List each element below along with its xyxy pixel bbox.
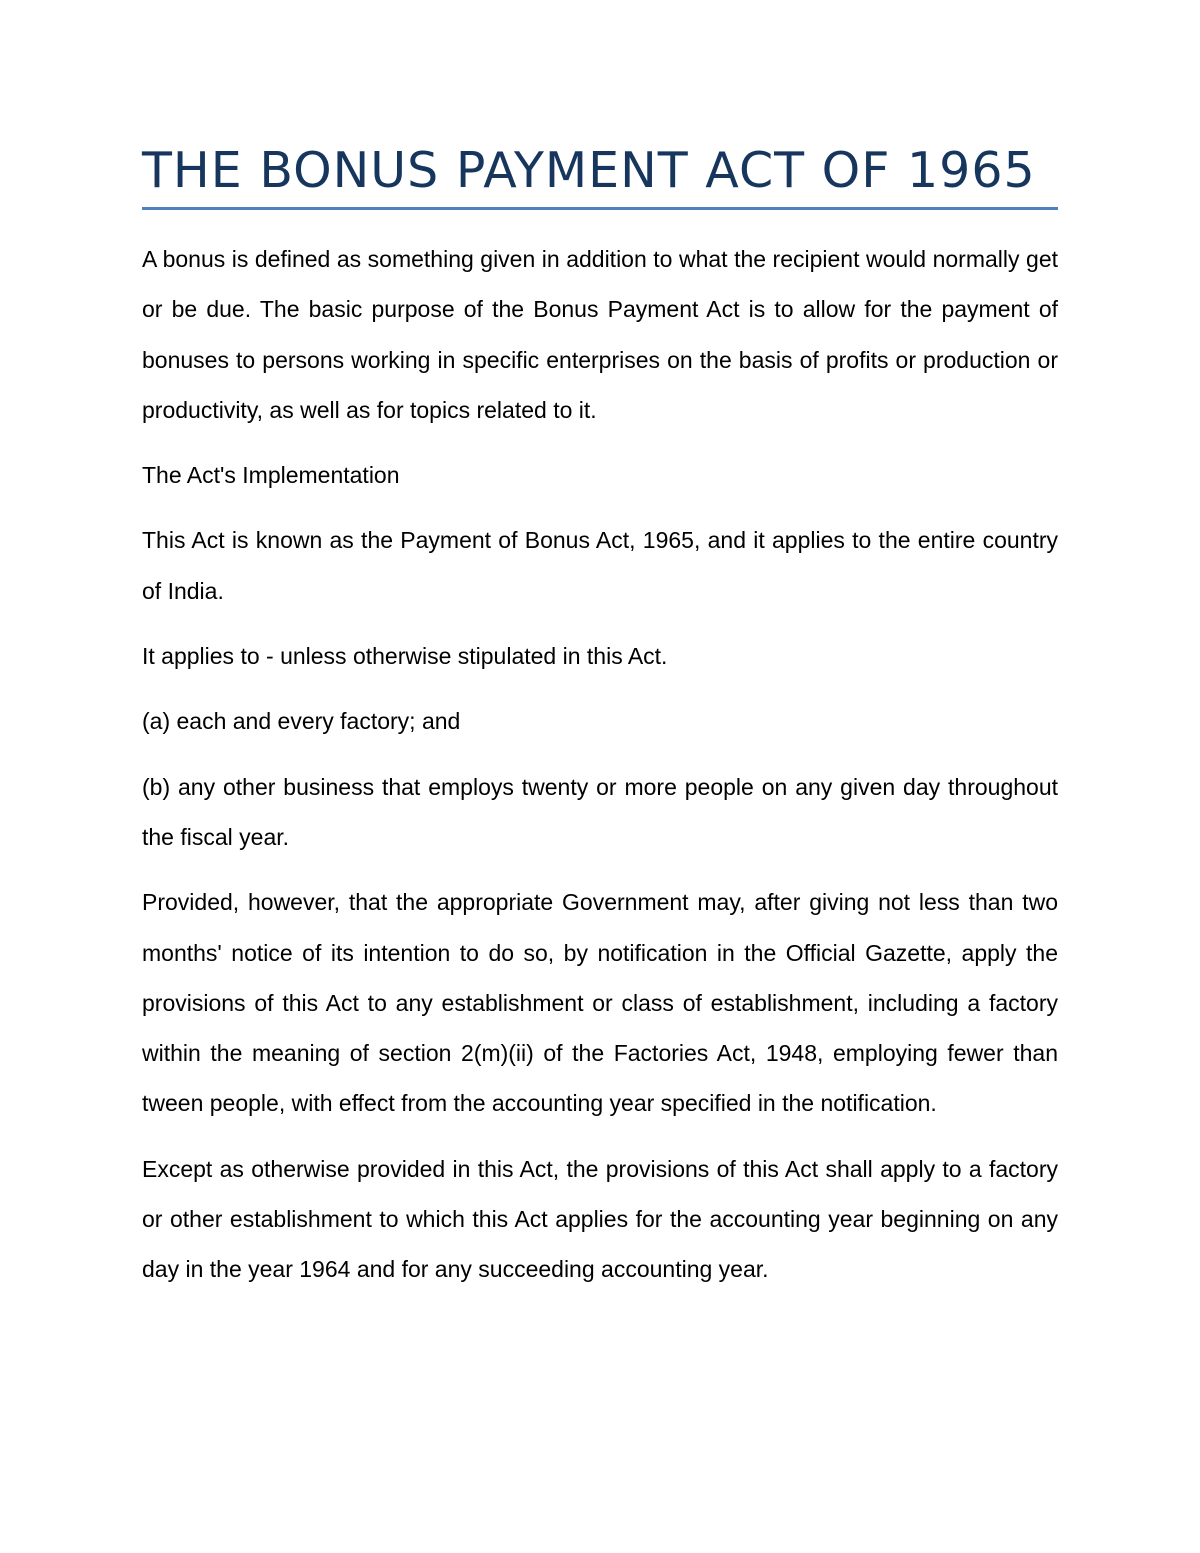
document-body xyxy=(142,234,1058,1295)
title-underline-rule xyxy=(142,207,1058,210)
paragraph-clause-a: (a) each and every factory; and xyxy=(142,708,461,735)
document-title: THE BONUS PAYMENT ACT OF 1965 xyxy=(142,142,1036,199)
paragraph-proviso: Provided, however, that the appropriate Government may, after giving not less than two months' notice of its intention to do so, by notification in the Official Gazette, apply the provisions of this Act to any establishment or class of establishment, including a factory within the meaning of section 2(m)(ii) of the Factories Act, 1948, employing fewer than tween people, with effect from the accounting year specified in the notification. xyxy=(142,889,1058,1117)
paragraph-accounting-year: Except as otherwise provided in this Act, the provisions of this Act shall apply to a factory or other establishment to which this Act applies for the accounting year beginning on any day in the year 1964 and for any succeeding accounting year. xyxy=(142,1155,1058,1283)
paragraph-bonus-definition: A bonus is defined as something given in addition to what the recipient would normally get or be due. The basic purpose of the Bonus Payment Act is to allow for the payment of bonuses to persons working in specific enterprises on the basis of profits or production or productivity, as well as for topics related to it. xyxy=(142,246,1058,423)
paragraph-act-name-scope: This Act is known as the Payment of Bonus Act, 1965, and it applies to the entire country of India. xyxy=(142,527,1058,604)
paragraph-applies-to: It applies to - unless otherwise stipulated in this Act. xyxy=(142,643,668,670)
paragraph-clause-b: (b) any other business that employs twenty or more people on any given day throughout the fiscal year. xyxy=(142,773,1058,850)
paragraph-implementation-heading: The Act's Implementation xyxy=(142,462,400,489)
